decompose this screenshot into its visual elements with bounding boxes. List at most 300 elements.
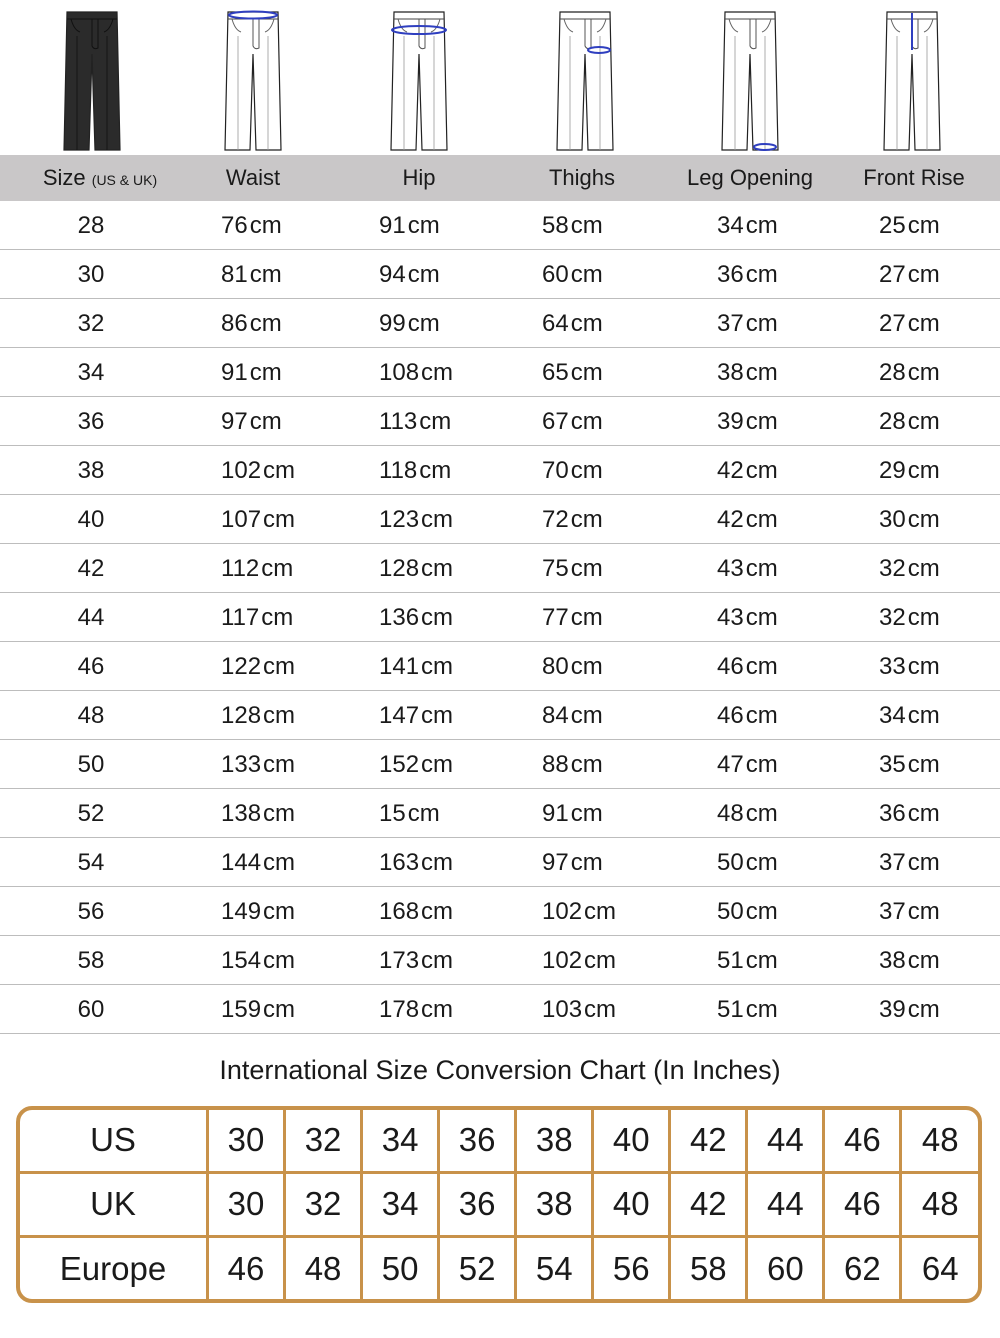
size-cell-value: 34 (77, 359, 105, 386)
leg-opening-cell (717, 446, 778, 494)
leg-opening-cell (717, 201, 778, 249)
leg-opening-cell-value: 39 (717, 408, 744, 435)
thighs-cell-unit: cm (570, 408, 603, 435)
thighs-cell-value: 58 (542, 212, 569, 239)
pants-front-rise-icon (882, 6, 942, 152)
leg-opening-cell-unit: cm (745, 996, 778, 1023)
leg-opening-cell-unit: cm (745, 898, 778, 925)
hip-cell-unit: cm (421, 604, 454, 631)
waist-cell (221, 299, 282, 347)
thighs-cell-unit: cm (570, 359, 603, 386)
front-rise-cell-value: 25 (879, 212, 906, 239)
leg-opening-cell-unit: cm (745, 947, 778, 974)
hip-cell (379, 936, 453, 984)
conversion-cell: 46 (208, 1237, 285, 1299)
conversion-cell: 42 (670, 1110, 747, 1172)
hip-cell-value: 168 (379, 898, 420, 925)
hip-cell-value: 163 (379, 849, 420, 876)
size-cell-value: 36 (77, 408, 105, 435)
leg-opening-cell-value: 34 (717, 212, 744, 239)
conversion-cell: 56 (593, 1237, 670, 1299)
hip-cell-unit: cm (421, 702, 454, 729)
hip-cell (379, 691, 453, 739)
thighs-cell-unit: cm (570, 849, 603, 876)
thighs-cell (542, 397, 603, 445)
waist-cell-unit: cm (263, 800, 296, 827)
thighs-cell-unit: cm (570, 751, 603, 778)
leg-opening-cell (717, 397, 778, 445)
hip-cell (379, 985, 453, 1033)
table-row (0, 887, 1000, 936)
waist-cell (221, 740, 295, 788)
thighs-cell (542, 740, 603, 788)
thighs-cell (542, 691, 603, 739)
waist-cell (221, 936, 295, 984)
front-rise-cell-value: 30 (879, 506, 906, 533)
hip-cell-unit: cm (407, 212, 440, 239)
hip-cell-value: 152 (379, 751, 420, 778)
conversion-cell: 58 (670, 1237, 747, 1299)
pants-thigh-icon (555, 6, 615, 152)
hip-cell (379, 544, 453, 592)
conversion-cell: 50 (362, 1237, 439, 1299)
thighs-cell-unit: cm (584, 898, 617, 925)
conversion-cell: 48 (901, 1110, 978, 1172)
size-cell (41, 740, 141, 788)
conversion-cell: 38 (516, 1172, 593, 1237)
conversion-cell: 42 (670, 1172, 747, 1237)
header-hip: Hip (402, 165, 436, 190)
leg-opening-cell-value: 37 (717, 310, 744, 337)
thighs-cell-value: 88 (542, 751, 569, 778)
thighs-cell-unit: cm (584, 996, 617, 1023)
waist-cell (221, 789, 295, 837)
header-front-rise: Front Rise (863, 165, 965, 190)
thighs-cell-unit: cm (570, 212, 603, 239)
conversion-cell: 48 (285, 1237, 362, 1299)
thighs-cell-value: 77 (542, 604, 569, 631)
hip-cell-unit: cm (407, 261, 440, 288)
front-rise-cell-unit: cm (907, 261, 940, 288)
leg-opening-cell-value: 36 (717, 261, 744, 288)
waist-cell (221, 985, 295, 1033)
hip-cell (379, 348, 453, 396)
size-chart-header (0, 155, 1000, 201)
front-rise-cell (879, 397, 940, 445)
size-cell (41, 593, 141, 641)
thighs-cell (542, 593, 603, 641)
hip-cell-unit: cm (421, 849, 454, 876)
hip-cell-value: 94 (379, 261, 406, 288)
conversion-cell: 40 (593, 1172, 670, 1237)
hip-cell-value: 136 (379, 604, 420, 631)
leg-opening-cell-unit: cm (745, 310, 778, 337)
waist-cell (221, 495, 295, 543)
table-row (0, 201, 1000, 250)
leg-opening-cell-value: 43 (717, 604, 744, 631)
size-cell-value: 52 (77, 800, 105, 827)
size-cell (41, 691, 141, 739)
front-rise-cell-value: 37 (879, 898, 906, 925)
thighs-cell-unit: cm (570, 800, 603, 827)
hip-cell-unit: cm (421, 506, 454, 533)
leg-opening-cell-value: 51 (717, 996, 744, 1023)
waist-cell-unit: cm (263, 751, 296, 778)
leg-opening-cell (717, 740, 778, 788)
table-row (0, 691, 1000, 740)
header-thighs: Thighs (548, 165, 616, 190)
leg-opening-cell-unit: cm (745, 604, 778, 631)
leg-opening-cell-unit: cm (745, 261, 778, 288)
hip-cell (379, 495, 453, 543)
hip-cell-value: 173 (379, 947, 420, 974)
size-cell-value: 42 (77, 555, 105, 582)
size-cell-value: 40 (77, 506, 105, 533)
leg-opening-cell (717, 495, 778, 543)
thighs-cell-value: 102 (542, 898, 583, 925)
header-waist: Waist (225, 165, 281, 190)
hip-cell (379, 838, 453, 886)
front-rise-cell (879, 593, 940, 641)
waist-cell-unit: cm (263, 702, 296, 729)
conversion-chart (16, 1106, 982, 1303)
front-rise-cell (879, 691, 940, 739)
conversion-row-us (20, 1110, 978, 1172)
size-cell (41, 936, 141, 984)
table-row (0, 299, 1000, 348)
hip-cell (379, 250, 440, 298)
pants-leg-opening-icon (720, 6, 780, 152)
header-size (20, 155, 180, 201)
thighs-cell (542, 250, 603, 298)
waist-cell-value: 138 (221, 800, 262, 827)
waist-cell-unit: cm (263, 947, 296, 974)
leg-opening-cell-unit: cm (745, 653, 778, 680)
waist-cell (221, 446, 295, 494)
thighs-cell (542, 348, 603, 396)
front-rise-cell-value: 27 (879, 310, 906, 337)
front-rise-cell (879, 740, 940, 788)
table-row (0, 642, 1000, 691)
thighs-cell-value: 97 (542, 849, 569, 876)
front-rise-cell-value: 37 (879, 849, 906, 876)
thighs-cell-unit: cm (570, 261, 603, 288)
front-rise-cell-value: 29 (879, 457, 906, 484)
waist-cell (221, 250, 282, 298)
thighs-cell (542, 887, 616, 935)
conversion-row-uk (20, 1172, 978, 1237)
waist-cell-unit: cm (263, 849, 296, 876)
size-cell (41, 299, 141, 347)
front-rise-cell-value: 28 (879, 359, 906, 386)
size-cell-value: 50 (77, 751, 105, 778)
leg-opening-cell (717, 593, 778, 641)
hip-cell-unit: cm (421, 751, 454, 778)
front-rise-cell (879, 789, 940, 837)
thighs-cell-value: 72 (542, 506, 569, 533)
waist-cell-value: 154 (221, 947, 262, 974)
leg-opening-cell-unit: cm (745, 408, 778, 435)
thighs-cell-unit: cm (584, 947, 617, 974)
hip-cell-value: 123 (379, 506, 420, 533)
leg-opening-cell-value: 43 (717, 555, 744, 582)
conversion-cell: 46 (824, 1110, 901, 1172)
conversion-cell: 36 (439, 1172, 516, 1237)
front-rise-cell-unit: cm (907, 408, 940, 435)
hip-cell-unit: cm (421, 898, 454, 925)
conversion-cell: 38 (516, 1110, 593, 1172)
size-cell-value: 56 (77, 898, 105, 925)
waist-cell-unit: cm (263, 457, 296, 484)
front-rise-cell (879, 495, 940, 543)
size-cell (41, 887, 141, 935)
size-cell (41, 838, 141, 886)
hip-cell (379, 397, 451, 445)
pants-dark-icon (62, 6, 122, 152)
leg-opening-cell (717, 544, 778, 592)
thighs-cell-unit: cm (570, 457, 603, 484)
front-rise-cell (879, 887, 940, 935)
waist-cell-value: 97 (221, 408, 248, 435)
thighs-cell (542, 789, 603, 837)
waist-cell (221, 642, 295, 690)
table-row (0, 446, 1000, 495)
front-rise-cell (879, 446, 940, 494)
table-row (0, 397, 1000, 446)
conversion-row-label: Europe (20, 1237, 208, 1299)
leg-opening-cell-unit: cm (745, 506, 778, 533)
hip-cell (379, 299, 440, 347)
leg-opening-cell-unit: cm (745, 555, 778, 582)
size-cell (41, 789, 141, 837)
size-cell (41, 201, 141, 249)
header-size-sub: (US & UK) (91, 172, 158, 188)
front-rise-cell (879, 250, 940, 298)
leg-opening-cell (717, 642, 778, 690)
thighs-cell-value: 60 (542, 261, 569, 288)
table-row (0, 838, 1000, 887)
leg-opening-cell-value: 48 (717, 800, 744, 827)
thighs-cell-value: 102 (542, 947, 583, 974)
thighs-cell (542, 642, 603, 690)
waist-cell (221, 593, 293, 641)
thighs-cell-value: 70 (542, 457, 569, 484)
front-rise-cell-value: 28 (879, 408, 906, 435)
waist-cell (221, 887, 295, 935)
waist-cell-unit: cm (263, 653, 296, 680)
front-rise-cell-unit: cm (907, 310, 940, 337)
waist-cell-value: 159 (221, 996, 262, 1023)
thighs-cell (542, 201, 603, 249)
thighs-cell-unit: cm (570, 604, 603, 631)
leg-opening-cell-value: 46 (717, 702, 744, 729)
size-cell-value: 38 (77, 457, 105, 484)
waist-cell (221, 397, 282, 445)
pants-hip-icon (389, 6, 449, 152)
conversion-cell: 64 (901, 1237, 978, 1299)
size-cell-value: 46 (77, 653, 105, 680)
leg-opening-cell-unit: cm (745, 751, 778, 778)
leg-opening-cell-unit: cm (745, 457, 778, 484)
thighs-cell (542, 838, 603, 886)
leg-opening-cell (717, 789, 778, 837)
leg-opening-cell-unit: cm (745, 800, 778, 827)
thighs-cell-value: 64 (542, 310, 569, 337)
hip-cell-value: 178 (379, 996, 420, 1023)
leg-opening-cell-value: 38 (717, 359, 744, 386)
leg-opening-cell (717, 299, 778, 347)
hip-cell-value: 141 (379, 653, 420, 680)
table-row (0, 985, 1000, 1034)
thighs-cell-value: 65 (542, 359, 569, 386)
front-rise-cell-unit: cm (907, 751, 940, 778)
front-rise-cell (879, 201, 940, 249)
size-chart-body (0, 201, 1000, 1034)
leg-opening-cell (717, 348, 778, 396)
thighs-cell (542, 544, 603, 592)
waist-cell-unit: cm (261, 604, 294, 631)
thighs-cell-value: 67 (542, 408, 569, 435)
thighs-cell (542, 985, 616, 1033)
waist-cell-value: 117 (221, 604, 260, 631)
conversion-cell: 60 (747, 1237, 824, 1299)
waist-cell-value: 102 (221, 457, 262, 484)
leg-opening-cell (717, 691, 778, 739)
waist-cell-unit: cm (263, 506, 296, 533)
waist-cell-value: 122 (221, 653, 262, 680)
thighs-cell-unit: cm (570, 702, 603, 729)
front-rise-cell-value: 38 (879, 947, 906, 974)
front-rise-cell-value: 32 (879, 555, 906, 582)
hip-cell (379, 201, 440, 249)
front-rise-cell-unit: cm (907, 212, 940, 239)
hip-cell (379, 789, 440, 837)
pants-waist-icon (223, 6, 283, 152)
thighs-cell-value: 80 (542, 653, 569, 680)
hip-cell-value: 15 (379, 800, 406, 827)
front-rise-cell-value: 33 (879, 653, 906, 680)
front-rise-cell-value: 34 (879, 702, 906, 729)
table-row (0, 348, 1000, 397)
conversion-table (20, 1110, 978, 1299)
waist-cell-value: 149 (221, 898, 262, 925)
hip-cell-unit: cm (407, 310, 440, 337)
thighs-cell-value: 75 (542, 555, 569, 582)
front-rise-cell-unit: cm (907, 506, 940, 533)
leg-opening-cell (717, 838, 778, 886)
hip-cell (379, 887, 453, 935)
leg-opening-cell-value: 47 (717, 751, 744, 778)
waist-cell-value: 144 (221, 849, 262, 876)
conversion-cell: 54 (516, 1237, 593, 1299)
front-rise-cell (879, 936, 940, 984)
waist-cell-unit: cm (249, 408, 282, 435)
conversion-cell: 48 (901, 1172, 978, 1237)
conversion-cell: 32 (285, 1172, 362, 1237)
size-cell (41, 348, 141, 396)
hip-cell-value: 147 (379, 702, 420, 729)
thighs-cell-unit: cm (570, 506, 603, 533)
hip-cell-value: 91 (379, 212, 406, 239)
front-rise-cell-unit: cm (907, 898, 940, 925)
leg-opening-cell (717, 250, 778, 298)
hip-cell (379, 593, 453, 641)
table-row (0, 593, 1000, 642)
front-rise-cell (879, 348, 940, 396)
hip-cell-unit: cm (421, 359, 454, 386)
size-cell (41, 446, 141, 494)
thighs-cell-value: 103 (542, 996, 583, 1023)
conversion-row-europe (20, 1237, 978, 1299)
waist-cell-value: 81 (221, 261, 248, 288)
waist-cell (221, 544, 293, 592)
leg-opening-cell-value: 46 (717, 653, 744, 680)
conversion-cell: 40 (593, 1110, 670, 1172)
size-cell-value: 54 (77, 849, 105, 876)
hip-cell-unit: cm (421, 555, 454, 582)
hip-cell-value: 118 (379, 457, 418, 484)
waist-cell-value: 107 (221, 506, 262, 533)
size-cell (41, 397, 141, 445)
thighs-cell (542, 936, 616, 984)
leg-opening-cell-unit: cm (745, 359, 778, 386)
hip-cell-unit: cm (421, 996, 454, 1023)
hip-cell-unit: cm (419, 408, 452, 435)
front-rise-cell (879, 299, 940, 347)
front-rise-cell-unit: cm (907, 947, 940, 974)
thighs-cell (542, 299, 603, 347)
waist-cell-value: 128 (221, 702, 262, 729)
front-rise-cell-unit: cm (907, 800, 940, 827)
table-row (0, 544, 1000, 593)
waist-cell-unit: cm (249, 212, 282, 239)
thighs-cell-unit: cm (570, 555, 603, 582)
hip-cell-unit: cm (421, 653, 454, 680)
waist-cell-value: 76 (221, 212, 248, 239)
waist-cell (221, 348, 282, 396)
leg-opening-cell-value: 50 (717, 898, 744, 925)
leg-opening-cell-unit: cm (745, 212, 778, 239)
thighs-cell-unit: cm (570, 310, 603, 337)
table-row (0, 789, 1000, 838)
front-rise-cell (879, 985, 940, 1033)
thighs-cell (542, 446, 603, 494)
thighs-cell-unit: cm (570, 653, 603, 680)
conversion-cell: 46 (824, 1172, 901, 1237)
hip-cell-unit: cm (421, 947, 454, 974)
hip-cell (379, 446, 451, 494)
size-cell-value: 44 (77, 604, 105, 631)
size-cell (41, 250, 141, 298)
front-rise-cell-unit: cm (907, 604, 940, 631)
size-cell (41, 642, 141, 690)
hip-cell-value: 108 (379, 359, 420, 386)
conversion-cell: 34 (362, 1172, 439, 1237)
size-cell-value: 28 (77, 212, 105, 239)
thighs-cell-value: 91 (542, 800, 569, 827)
hip-cell-value: 113 (379, 408, 418, 435)
conversion-cell: 30 (208, 1110, 285, 1172)
size-cell-value: 60 (77, 996, 105, 1023)
size-cell-value: 48 (77, 702, 105, 729)
leg-opening-cell-value: 42 (717, 506, 744, 533)
front-rise-cell-value: 27 (879, 261, 906, 288)
front-rise-cell-unit: cm (907, 555, 940, 582)
hip-cell-value: 128 (379, 555, 420, 582)
front-rise-cell (879, 544, 940, 592)
front-rise-cell-unit: cm (907, 996, 940, 1023)
front-rise-cell-unit: cm (907, 359, 940, 386)
